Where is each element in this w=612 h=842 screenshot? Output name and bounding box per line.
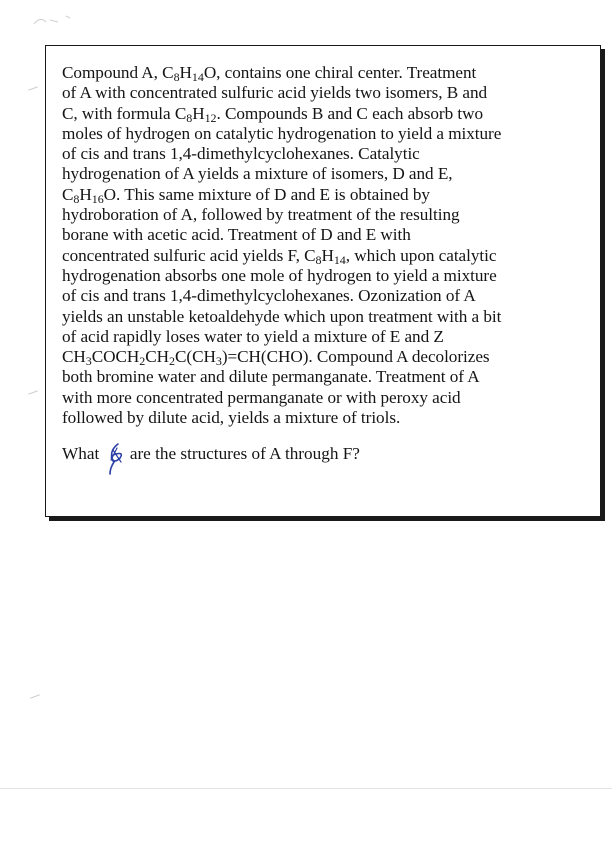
text-run: of A with concentrated sulfuric acid yields two isomers, B and	[62, 83, 488, 103]
problem-line	[62, 367, 582, 387]
problem-line	[62, 225, 582, 245]
problem-line	[62, 266, 582, 286]
text-run: )=CH(CHO). Compound A decolorizes	[221, 347, 490, 367]
text-run: H	[179, 63, 192, 82]
problem-line	[62, 286, 582, 306]
text-run: followed by dilute acid, yields a mixture of triols.	[62, 408, 401, 428]
question-start: What	[62, 444, 100, 463]
subscript: 12	[204, 110, 217, 125]
problem-line	[62, 104, 582, 124]
problem-line	[62, 185, 582, 205]
text-run: Compound A, C	[62, 63, 174, 82]
scan-edge-mark	[30, 694, 40, 698]
text-run: O, contains one chiral center. Treatment	[203, 63, 477, 82]
scan-edge-mark	[28, 86, 38, 90]
question-end: are the structures of A through F?	[129, 444, 360, 463]
subscript: 14	[191, 70, 204, 84]
text-run: of acid rapidly loses water to yield a mixture of E and Z	[62, 326, 444, 346]
text-run: O. This same mixture of D and E is obtained by	[103, 184, 430, 204]
text-run: CH	[145, 347, 170, 367]
text-run: H	[321, 245, 334, 265]
text-run: of cis and trans 1,4-dimethylcyclohexanes. Ozonization of A	[62, 286, 476, 306]
problem-line	[62, 347, 582, 367]
subscript: 2	[169, 354, 175, 369]
problem-line	[62, 83, 582, 103]
text-run: hydrogenation absorbs one mole of hydrogen to yield a mixture	[62, 265, 497, 285]
text-run: moles of hydrogen on catalytic hydrogenation to yield a mixture	[62, 123, 502, 143]
problem-line	[62, 63, 582, 83]
text-run: C(CH	[174, 347, 216, 367]
problem-line	[62, 164, 582, 184]
text-run: hydroboration of A, followed by treatment of the resulting	[62, 205, 460, 225]
text-run: of cis and trans 1,4-dimethylcyclohexanes. Catalytic	[62, 144, 420, 164]
pen-scribble-icon	[104, 442, 128, 476]
subscript: 8	[186, 110, 193, 125]
problem-line	[62, 144, 582, 164]
subscript: 2	[139, 354, 146, 369]
pencil-scratch	[30, 10, 80, 30]
text-run: . Compounds B and C each absorb two	[216, 103, 484, 123]
text-run: , which upon catalytic	[345, 245, 497, 265]
scan-edge-mark	[28, 390, 38, 394]
problem-line	[62, 408, 582, 428]
text-run: hydrogenation of A yields a mixture of isomers, D and E,	[62, 164, 453, 184]
page-edge-rule	[0, 788, 612, 789]
subscript: 8	[73, 191, 80, 206]
subscript: 8	[315, 252, 322, 267]
subscript: 16	[91, 191, 104, 206]
problem-line	[62, 307, 582, 327]
text-run: C, with formula C	[62, 103, 187, 123]
subscript: 8	[173, 70, 180, 84]
text-run: H	[79, 184, 92, 204]
problem-line	[62, 124, 582, 144]
text-run: COCH	[91, 347, 140, 367]
problem-line	[62, 246, 582, 266]
problem-line	[62, 388, 582, 408]
subscript: 3	[85, 354, 92, 369]
subscript: 3	[215, 354, 222, 369]
text-run: with more concentrated permanganate or with peroxy acid	[62, 387, 461, 407]
text-run: both bromine water and dilute permanganate. Treatment of A	[62, 367, 480, 387]
text-run: H	[192, 103, 205, 123]
text-run: yields an unstable ketoaldehyde which upon treatment with a bit	[62, 306, 502, 326]
text-run: borane with acetic acid. Treatment of D and E with	[62, 225, 411, 245]
problem-line	[62, 327, 582, 347]
text-run: concentrated sulfuric acid yields F, C	[62, 245, 316, 265]
text-run: C	[62, 184, 74, 204]
text-run: CH	[62, 347, 86, 367]
problem-statement	[62, 63, 582, 428]
problem-line	[62, 205, 582, 225]
subscript: 14	[333, 252, 346, 267]
